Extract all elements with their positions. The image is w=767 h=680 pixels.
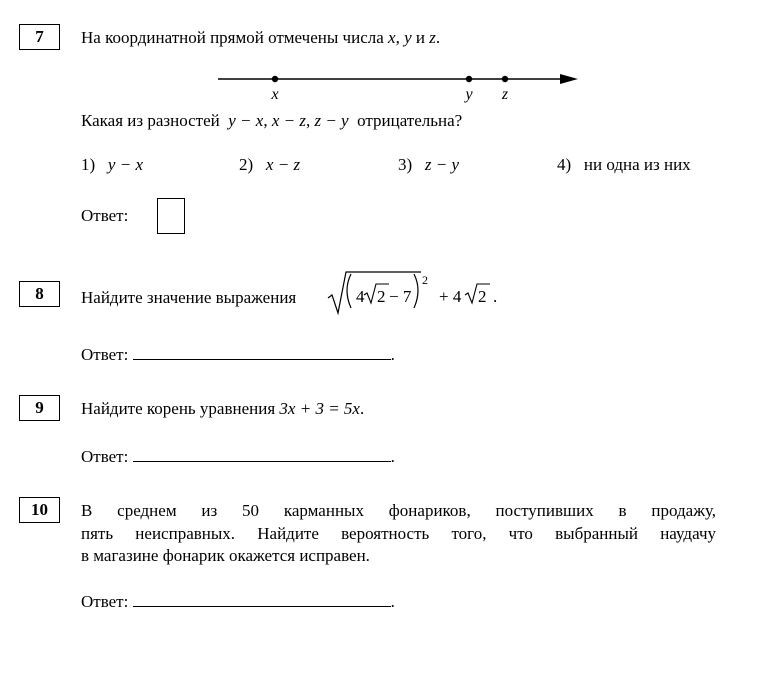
option-3 bbox=[398, 155, 459, 175]
minus-seven: − 7 bbox=[389, 287, 412, 306]
expr-end: . bbox=[493, 287, 498, 306]
task-10-line-3: в магазине фонарик окажется исправен. bbox=[81, 546, 370, 565]
task-number-8: 8 bbox=[19, 281, 60, 307]
difference-3: z − y bbox=[314, 111, 349, 130]
task-8-text: Найдите значение выражения bbox=[81, 288, 297, 307]
and-word: и bbox=[415, 28, 425, 47]
comma: , bbox=[395, 28, 400, 47]
task-9-answer-field[interactable] bbox=[133, 446, 391, 462]
task-8-answer-label: Ответ: bbox=[81, 345, 129, 364]
question-start: Какая из разностей bbox=[81, 111, 220, 130]
equation-end: . bbox=[359, 399, 365, 418]
task-8-answer bbox=[81, 344, 395, 365]
axis-label-z: z bbox=[501, 86, 509, 103]
number-line bbox=[210, 68, 590, 104]
task-9-text bbox=[81, 399, 364, 419]
option-2-text: x − z bbox=[265, 155, 301, 174]
task-9-answer bbox=[81, 446, 395, 467]
coef-four: 4 bbox=[356, 287, 365, 306]
option-1-num: 1) bbox=[81, 155, 96, 174]
power-two: 2 bbox=[422, 273, 428, 287]
point-x bbox=[272, 76, 278, 82]
task-8-answer-end: . bbox=[390, 345, 395, 364]
option-4-text: ни одна из них bbox=[583, 155, 691, 174]
task-8-answer-field[interactable] bbox=[133, 344, 391, 360]
axis-label-y: y bbox=[465, 86, 473, 103]
axis-arrow-icon bbox=[560, 74, 578, 84]
option-1 bbox=[81, 155, 143, 175]
dot: . bbox=[435, 28, 441, 47]
var-y: y bbox=[404, 28, 412, 47]
radicand-two: 2 bbox=[377, 287, 386, 306]
task-10-answer-label: Ответ: bbox=[81, 592, 129, 611]
radicand-two-b: 2 bbox=[478, 287, 487, 306]
task-7-intro bbox=[81, 28, 440, 48]
task-10-text bbox=[81, 500, 716, 568]
task-10-answer bbox=[81, 591, 395, 612]
task-9-answer-end: . bbox=[390, 447, 395, 466]
var-z: z bbox=[429, 28, 436, 47]
task-9-answer-label: Ответ: bbox=[81, 447, 129, 466]
task-10-line-2: пять неисправных. Найдите вероятность того, что выбранный наудачу bbox=[81, 523, 716, 543]
difference-2: x − z bbox=[271, 111, 306, 130]
task-number-10: 10 bbox=[19, 497, 60, 523]
option-2 bbox=[239, 155, 300, 175]
task-10-line-1: В среднем из 50 карманных фонариков, поступивших в продажу, bbox=[81, 501, 716, 520]
question-end: отрицательна? bbox=[357, 111, 463, 130]
option-1-text: y − x bbox=[107, 155, 143, 174]
equation: 3x + 3 = 5x bbox=[279, 399, 360, 418]
task-number-9: 9 bbox=[19, 395, 60, 421]
point-z bbox=[502, 76, 508, 82]
right-paren-icon bbox=[414, 274, 418, 308]
sqrt-expression bbox=[326, 268, 506, 318]
task-9-prompt: Найдите корень уравнения bbox=[81, 399, 276, 418]
var-x: x bbox=[388, 28, 396, 47]
task-10-answer-field[interactable] bbox=[133, 591, 391, 607]
option-4 bbox=[557, 155, 691, 175]
left-paren-icon bbox=[347, 274, 351, 308]
task-7-answer-box[interactable] bbox=[157, 198, 185, 234]
option-4-num: 4) bbox=[557, 155, 572, 174]
axis-label-x: x bbox=[271, 86, 279, 103]
task-number-7: 7 bbox=[19, 24, 60, 50]
task-7-question: Какая из разностей y − x, x − z, z − y отрицательна? bbox=[81, 111, 463, 130]
plus-four: + 4 bbox=[439, 287, 462, 306]
option-3-num: 3) bbox=[398, 155, 413, 174]
task-7-answer-label: Ответ: bbox=[81, 206, 129, 225]
task-10-answer-end: . bbox=[390, 592, 395, 611]
option-2-num: 2) bbox=[239, 155, 254, 174]
difference-1: y − x bbox=[228, 111, 264, 130]
option-3-text: z − y bbox=[424, 155, 460, 174]
task-7-intro-text: На координатной прямой отмечены числа bbox=[81, 28, 384, 47]
point-y bbox=[466, 76, 472, 82]
